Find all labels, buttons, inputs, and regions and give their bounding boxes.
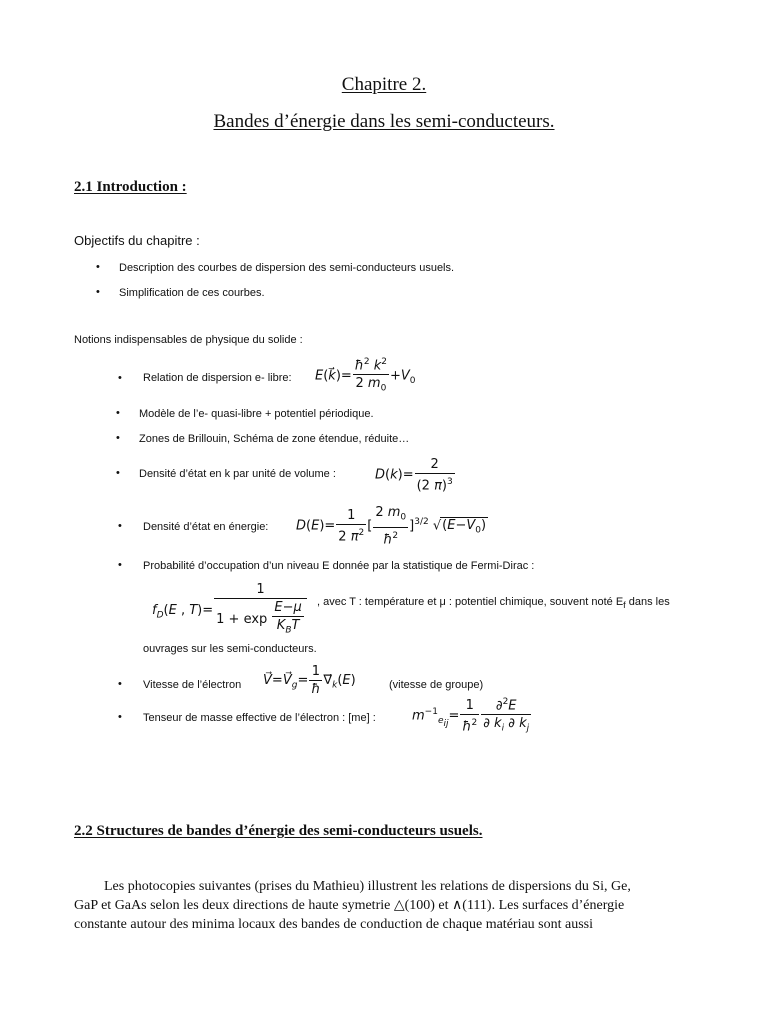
quasi-free-model: Modèle de l’e- quasi-libre + potentiel périodique. — [139, 408, 374, 420]
velocity-note: (vitesse de groupe) — [389, 679, 484, 691]
chapter-subtitle: Bandes d’énergie dans les semi-conducteurs. — [213, 111, 555, 132]
notions-label: Notions indispensables de physique du solide : — [74, 334, 303, 346]
notion-bullet: • — [118, 559, 122, 571]
paragraph-line: GaP et GaAs selon les deux directions de haute symetrie △(100) et ∧(111). Les surfaces d’énergie — [74, 898, 625, 913]
fermi-dirac-explanation-cont: ouvrages sur les semi-conducteurs. — [143, 643, 317, 655]
velocity-label: Vitesse de l’électron — [143, 679, 242, 691]
objective-bullet: • — [96, 261, 100, 273]
effective-mass-label: Tenseur de masse effective de l’électron : [me] : — [143, 712, 376, 724]
dispersion-label: Relation de dispersion e- libre: — [143, 372, 292, 384]
chapter-title: Chapitre 2. — [341, 74, 427, 95]
velocity-formula: $V⃗=V⃗_g=$ $\frac{1}{ħ}$ $\nabla⃗_k(E)$ — [263, 664, 356, 697]
dos-k-formula: D(k)= $\frac{2}{(2 \pi)^3}$ — [375, 457, 453, 494]
dos-e-formula: D(E)= $\frac{1}{2 \pi^2}$ [ $\frac{2 m_0}{ħ^2}$ ]$^{3/2}$ $√(E-V_0)$ — [296, 505, 487, 547]
objective-item: Description des courbes de dispersion des semi-conducteurs usuels. — [119, 262, 455, 274]
section-paragraph — [74, 877, 696, 934]
dispersion-formula: E(k⃗)= $\frac{ħ^2 k^2}{2 m_0}$ $+V_0$ — [315, 357, 416, 394]
objective-item: Simplification de ces courbes. — [119, 287, 265, 299]
fermi-dirac-formula: $f_D(E$ , T)= 1 1 + exp $\frac{E-\mu}{K_BT}$ — [152, 582, 308, 639]
fermi-dirac-explanation: , avec T : température et μ : potentiel chimique, souvent noté $E_f$ dans les — [317, 596, 670, 611]
paragraph-line: constante autour des minima locaux des bandes de conduction de chaque matériau sont aussi — [74, 917, 594, 932]
notion-bullet: • — [116, 407, 120, 419]
notion-bullet: • — [118, 711, 122, 723]
effective-mass-formula: $m^{-1}_{e_{ij}}=$ $\frac{1}{ħ^2}$ $\frac{\partial^2E}{\partial k_i \partial k_j}$ — [412, 697, 530, 735]
section-heading-introduction: 2.1 Introduction : — [74, 179, 187, 195]
notion-bullet: • — [118, 372, 122, 384]
paragraph-line: Les photocopies suivantes (prises du Mathieu) illustrent les relations de dispersions du Si, Ge, — [104, 879, 631, 894]
brillouin-zones: Zones de Brillouin, Schéma de zone étendue, réduite… — [139, 433, 410, 445]
notion-bullet: • — [118, 678, 122, 690]
dos-k-label: Densité d’état en k par unité de volume : — [139, 468, 336, 480]
fermi-dirac-label: Probabilité d’occupation d’un niveau E donnée par la statistique de Fermi-Dirac : — [143, 560, 535, 572]
notion-bullet: • — [116, 432, 120, 444]
objectives-label: Objectifs du chapitre : — [74, 233, 200, 248]
notion-bullet: • — [118, 520, 122, 532]
notion-bullet: • — [116, 467, 120, 479]
section-heading-band-structures: 2.2 Structures de bandes d’énergie des semi-conducteurs usuels. — [74, 823, 483, 839]
objective-bullet: • — [96, 286, 100, 298]
dos-e-label: Densité d’état en énergie: — [143, 521, 269, 533]
